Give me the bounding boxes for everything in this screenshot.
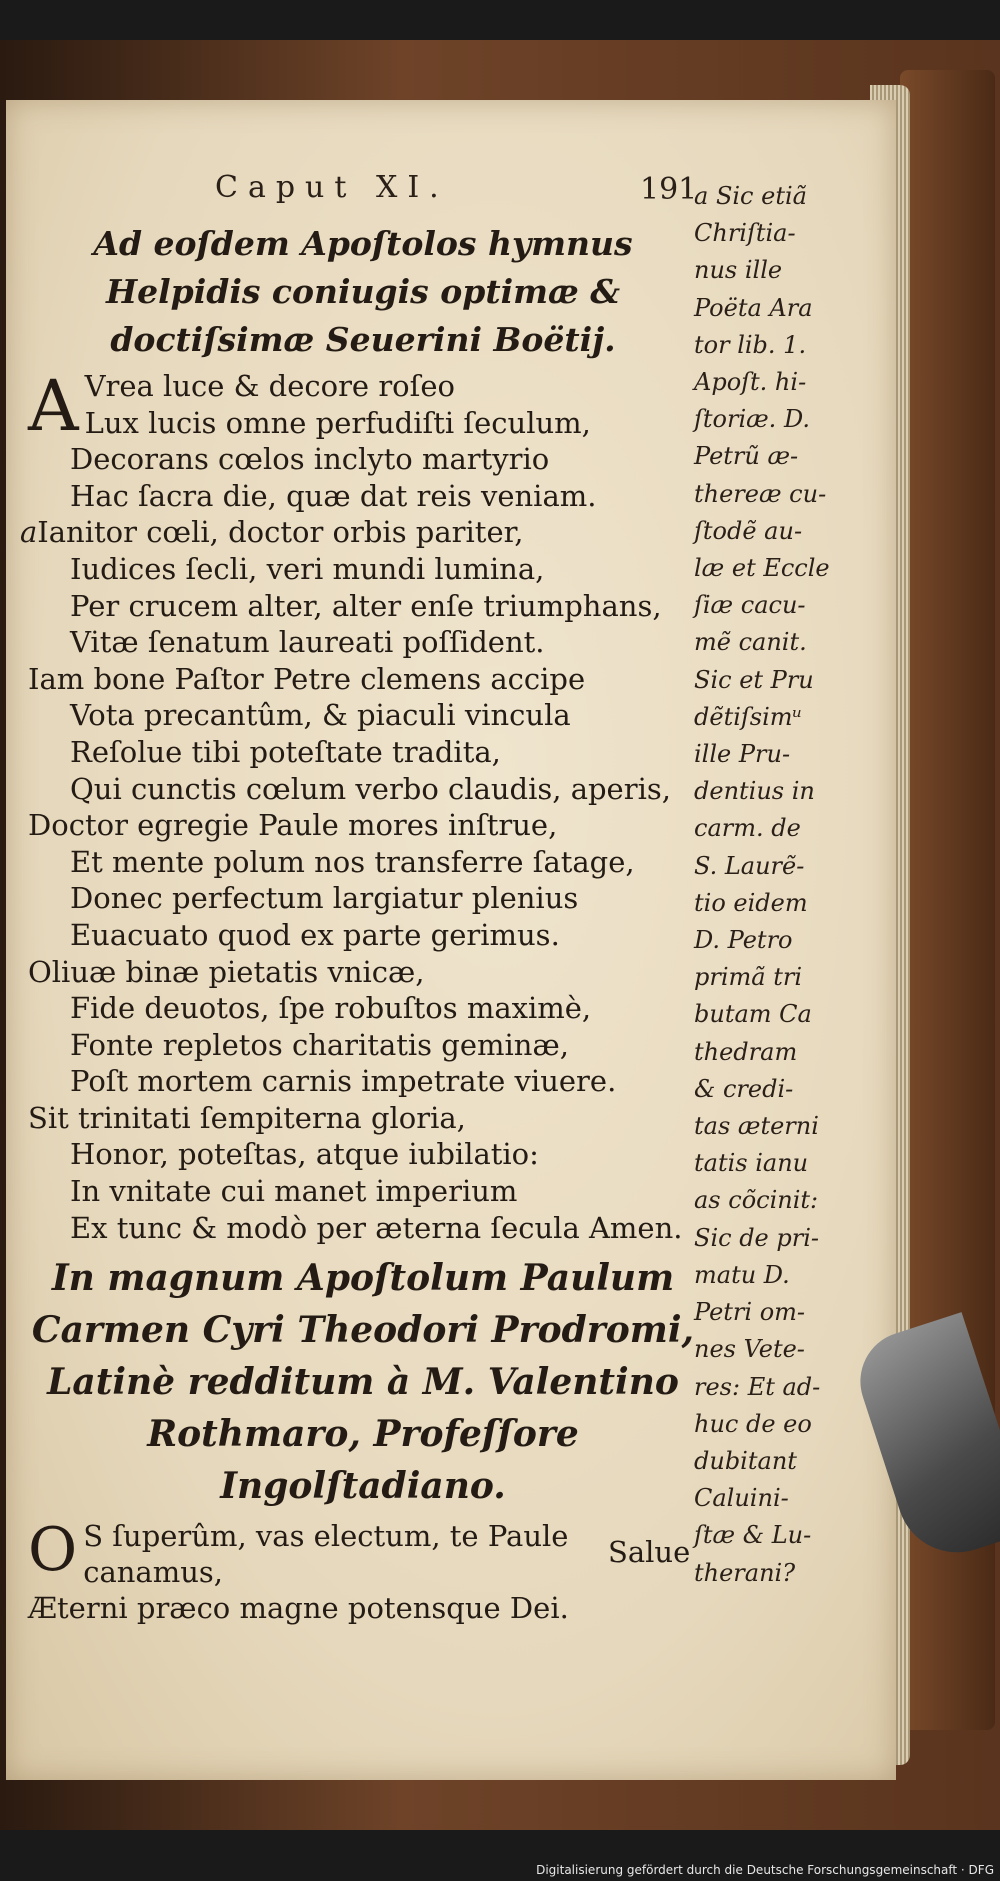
verse-line-text: Donec perfectum largiatur plenius: [70, 881, 579, 916]
verse-line-text: Reſolue tibi poteſtate tradita,: [70, 734, 501, 769]
verse-line-text: Euacuato quod ex parte gerimus.: [70, 917, 560, 952]
marginal-note-line: dẽtiſsimᵘ: [694, 702, 803, 731]
verse-line: [28, 478, 698, 515]
marginal-note-line: S. Laurẽ-: [694, 851, 805, 880]
marginal-note-line: læ et Eccle: [694, 554, 830, 583]
verse-line: [20, 514, 698, 551]
marginal-note-line: Chriſtia-: [694, 219, 796, 248]
verse-line-text: Hac ſacra die, quæ dat reis veniam.: [70, 478, 597, 513]
digitization-credit: Digitalisierung gefördert durch die Deutsche Forschungsgemeinschaft · DFG: [536, 1863, 994, 1877]
marginal-note-line: ſtodẽ au-: [694, 516, 803, 545]
main-text-column: [20, 220, 698, 1626]
verse-line: [28, 880, 698, 917]
verse-line-text: Oliuæ binæ pietatis vnicæ,: [28, 954, 425, 989]
hymn-verse: [20, 365, 698, 1246]
verse-line-text: Lux lucis omne perfudiſti ſeculum,: [84, 405, 591, 440]
verse-line: [28, 1173, 698, 1210]
verse-line: [28, 1210, 698, 1247]
marginal-note-line: ille Pru-: [694, 740, 791, 769]
page-number: 191: [640, 172, 698, 207]
marginal-note-line: mẽ canit.: [694, 628, 807, 657]
marginal-note-line: butam Ca: [694, 1000, 812, 1029]
verse-line: [28, 807, 698, 844]
carmen-dropcap: O: [28, 1515, 78, 1586]
marginal-note-line: matu D.: [694, 1260, 790, 1289]
verse-line: [28, 734, 698, 771]
verse-line: [28, 441, 698, 478]
verse-line: [28, 917, 698, 954]
marginal-note-line: Sic et Pru: [694, 665, 814, 694]
verse-line-text: Iam bone Paſtor Petre clemens accipe: [28, 661, 586, 696]
verse-line-text: Et mente polum nos transferre ſatage,: [70, 844, 635, 879]
verse-line: [28, 954, 698, 991]
verse-line-text: Doctor egregie Paule mores inſtrue,: [28, 808, 558, 843]
verse-line: [28, 990, 698, 1027]
marginal-note-line: Petrũ æ-: [694, 442, 799, 471]
marginal-note-line: thedram: [694, 1037, 798, 1066]
marginal-note-line: primã tri: [694, 963, 802, 992]
marginal-note-line: ſiæ cacu-: [694, 591, 806, 620]
marginal-note-line: Petri om-: [694, 1298, 806, 1327]
marginal-note-line: D. Petro: [694, 926, 793, 955]
verse-line-text: Poſt mortem carnis impetrate viuere.: [70, 1064, 617, 1099]
verse-line-text: Decorans cœlos inclyto martyrio: [70, 442, 550, 477]
verse-line: S ſuperûm, vas electum, te Paule canamus,: [83, 1519, 569, 1590]
verse-line: [28, 697, 698, 734]
verse-line: [28, 624, 698, 661]
verse-line: [28, 405, 698, 442]
verse-line: [28, 588, 698, 625]
marginal-note-line: thereæ cu-: [694, 479, 827, 508]
running-title: Caput XI.: [215, 170, 449, 205]
verse-line-text: Ianitor cœli, doctor orbis pariter,: [37, 515, 524, 550]
verse-line: Æterni præco magne potensque Dei.: [28, 1591, 569, 1626]
verse-line: [28, 551, 698, 588]
marginal-note-line: nes Vete-: [694, 1335, 805, 1364]
verse-line-text: Ex tunc & modò per æterna ſecula Amen.: [70, 1210, 683, 1245]
marginal-note: [694, 178, 869, 1592]
verse-line-text: Fide deuotos, ſpe robuſtos maximè,: [70, 991, 592, 1026]
verse-line-text: Per crucem alter, alter enſe triumphans,: [70, 588, 662, 623]
verse-line: [28, 661, 698, 698]
marginal-note-line: huc de eo: [694, 1409, 812, 1438]
carmen-verse: [28, 1515, 698, 1626]
verse-line-text: Iudices ſecli, veri mundi lumina,: [70, 551, 545, 586]
verse-line-text: Honor, poteſtas, atque iubilatio:: [70, 1137, 539, 1172]
catchword: Salue: [608, 1535, 691, 1569]
verse-line: [28, 368, 698, 405]
verse-line: [28, 1136, 698, 1173]
verse-line: [28, 844, 698, 881]
marginal-note-line: ſtoriæ. D.: [694, 405, 810, 434]
marginal-note-line: tio eidem: [694, 888, 808, 917]
verse-line: [28, 771, 698, 808]
marginal-note-line: carm. de: [694, 814, 801, 843]
verse-line-text: Vrea luce & decore roſeo: [84, 369, 455, 403]
verse-line-text: Fonte repletos charitatis geminæ,: [70, 1027, 569, 1062]
verse-line-text: Vitæ ſenatum laureati poſſident.: [70, 625, 545, 660]
marginal-note-line: ſtæ & Lu-: [694, 1521, 812, 1550]
marginal-note-line: Caluini-: [694, 1484, 789, 1513]
verse-line: [28, 1027, 698, 1064]
marginal-note-line: Poëta Ara: [694, 293, 813, 322]
marginal-note-line: & credi-: [694, 1074, 794, 1103]
verse-line-text: In vnitate cui manet imperium: [70, 1174, 518, 1209]
marginal-note-line: tor lib. 1.: [694, 330, 807, 359]
hymn-dropcap: A: [28, 365, 79, 447]
carmen-title: In magnum Apoſtolum Paulum Carmen Cyri Theodori Prodromi, Latinè redditum à M. Valentino Rothmaro, Profeſſore Ingolſtadiano.: [31, 1257, 695, 1508]
marginal-note-line: tas æterni: [694, 1112, 819, 1141]
verse-line: [28, 1063, 698, 1100]
marginal-note-line: tatis ianu: [694, 1149, 809, 1178]
hymn-title: Ad eoſdem Apoſtolos hymnus Helpidis coniugis optimæ & doctiſsimæ Seuerini Boëtij.: [93, 224, 633, 359]
verse-line-text: Qui cunctis cœlum verbo claudis, aperis,: [70, 771, 671, 806]
marginal-note-line: nus ille: [694, 256, 783, 285]
marginal-note-line: dentius in: [694, 777, 815, 806]
marginal-note-line: therani?: [694, 1558, 796, 1587]
marginal-note-line: res: Et ad-: [694, 1372, 821, 1401]
marginal-note-line: a Sic etiã: [694, 182, 807, 210]
verse-line: [28, 1100, 698, 1137]
marginal-note-line: dubitant: [694, 1446, 797, 1475]
marginal-note-line: Apoſt. hi-: [694, 368, 807, 397]
marginal-note-line: Sic de pri-: [694, 1223, 820, 1252]
marginal-note-line: as cõcinit:: [694, 1186, 819, 1215]
note-marker: a: [20, 515, 38, 550]
verse-line-text: Vota precantûm, & piaculi vincula: [70, 698, 571, 733]
verse-line-text: Sit trinitati ſempiterna gloria,: [28, 1100, 466, 1135]
